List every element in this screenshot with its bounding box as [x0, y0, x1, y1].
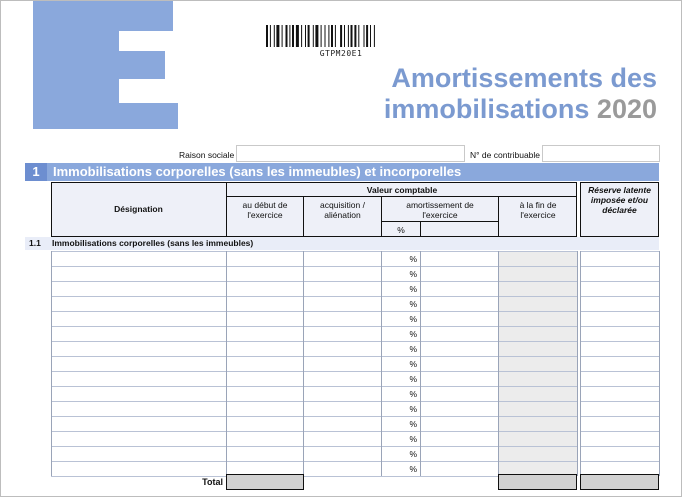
acquisition-cell[interactable] [303, 371, 381, 386]
amortissement-cell[interactable] [420, 386, 498, 401]
percent-sign: % [409, 389, 417, 399]
debut-header: au début de l'exercice [242, 200, 288, 220]
reserve-cell[interactable] [580, 401, 659, 416]
reserve-cell[interactable] [580, 386, 659, 401]
percent-sign: % [409, 344, 417, 354]
percent-sign: % [409, 314, 417, 324]
amortissement-header: amortissement de l'exercice [406, 200, 474, 220]
percent-sign: % [409, 419, 417, 429]
amortissement-cell[interactable] [420, 326, 498, 341]
designation-cell[interactable] [51, 251, 226, 266]
debut-cell[interactable] [226, 311, 303, 326]
designation-cell[interactable] [51, 281, 226, 296]
reserve-cell[interactable] [580, 296, 659, 311]
section-1-number: 1 [25, 163, 47, 181]
column-line [659, 251, 660, 476]
reserve-cell[interactable] [580, 311, 659, 326]
percent-sign: % [409, 464, 417, 474]
section-1-title: Immobilisations corporelles (sans les immeubles) et incorporelles [53, 164, 462, 179]
designation-cell[interactable] [51, 311, 226, 326]
barcode-text: GTPM20E1 [319, 49, 363, 58]
acquisition-cell[interactable] [303, 431, 381, 446]
designation-cell[interactable] [51, 416, 226, 431]
debut-cell[interactable] [226, 401, 303, 416]
acquisition-cell[interactable] [303, 356, 381, 371]
acquisition-cell[interactable] [303, 281, 381, 296]
raison-sociale-label: Raison sociale [179, 150, 235, 160]
debut-cell[interactable] [226, 266, 303, 281]
acquisition-cell[interactable] [303, 386, 381, 401]
amortissement-cell[interactable] [420, 251, 498, 266]
reserve-cell[interactable] [580, 251, 659, 266]
debut-cell[interactable] [226, 326, 303, 341]
percent-sign: % [409, 449, 417, 459]
percent-sign: % [409, 434, 417, 444]
designation-cell[interactable] [51, 341, 226, 356]
designation-cell[interactable] [51, 401, 226, 416]
total-label: Total [202, 477, 223, 487]
reserve-cell[interactable] [580, 326, 659, 341]
percent-sign: % [409, 374, 417, 384]
percent-header: % [397, 225, 405, 235]
percent-sign: % [409, 254, 417, 264]
reserve-cell[interactable] [580, 341, 659, 356]
reserve-cell[interactable] [580, 446, 659, 461]
debut-cell[interactable] [226, 296, 303, 311]
amortissement-cell[interactable] [420, 296, 498, 311]
debut-cell[interactable] [226, 431, 303, 446]
designation-cell[interactable] [51, 326, 226, 341]
amortissement-cell[interactable] [420, 311, 498, 326]
designation-cell[interactable] [51, 296, 226, 311]
acquisition-cell[interactable] [303, 311, 381, 326]
designation-header: Désignation [114, 204, 163, 214]
title-line-1: Amortissements des [391, 63, 657, 93]
valeur-comptable-header: Valeur comptable [366, 185, 438, 195]
reserve-cell[interactable] [580, 371, 659, 386]
amortissement-cell[interactable] [420, 401, 498, 416]
amortissement-cell[interactable] [420, 371, 498, 386]
designation-cell[interactable] [51, 461, 226, 476]
percent-sign: % [409, 269, 417, 279]
designation-cell[interactable] [51, 356, 226, 371]
acquisition-cell[interactable] [303, 341, 381, 356]
fin-header: à la fin de l'exercice [519, 200, 557, 220]
contribuable-label: N° de contribuable [470, 150, 541, 160]
acquisition-cell[interactable] [303, 266, 381, 281]
designation-cell[interactable] [51, 371, 226, 386]
acquisition-cell[interactable] [303, 326, 381, 341]
debut-cell[interactable] [226, 386, 303, 401]
amortissement-cell[interactable] [420, 281, 498, 296]
acquisition-cell[interactable] [303, 416, 381, 431]
debut-cell[interactable] [226, 341, 303, 356]
acquisition-cell[interactable] [303, 446, 381, 461]
acquisition-header: acquisition / aliénation [320, 200, 365, 220]
reserve-cell[interactable] [580, 416, 659, 431]
debut-cell[interactable] [226, 251, 303, 266]
amortissement-cell[interactable] [420, 431, 498, 446]
total-fin-field[interactable] [498, 474, 577, 490]
acquisition-cell[interactable] [303, 401, 381, 416]
table-body [1, 1, 681, 496]
acquisition-cell[interactable] [303, 251, 381, 266]
debut-cell[interactable] [226, 416, 303, 431]
subsection-title: Immobilisations corporelles (sans les immeubles) [52, 238, 254, 248]
percent-sign: % [409, 404, 417, 414]
form-year: 2020 [596, 94, 657, 124]
percent-sign: % [409, 284, 417, 294]
reserve-cell[interactable] [580, 281, 659, 296]
percent-sign: % [409, 299, 417, 309]
reserve-cell[interactable] [580, 356, 659, 371]
amortissement-cell[interactable] [420, 416, 498, 431]
debut-cell[interactable] [226, 356, 303, 371]
percent-sign: % [409, 329, 417, 339]
debut-cell[interactable] [226, 446, 303, 461]
total-reserve-field[interactable] [580, 474, 659, 490]
reserve-latente-header: Réserve latente imposée et/ou déclarée [588, 185, 651, 215]
debut-cell[interactable] [226, 371, 303, 386]
reserve-cell[interactable] [580, 431, 659, 446]
title-line-2: immobilisations 2020 [383, 94, 657, 124]
reserve-cell[interactable] [580, 266, 659, 281]
amortissement-cell[interactable] [420, 266, 498, 281]
subsection-number: 1.1 [29, 238, 41, 248]
amortissement-cell[interactable] [420, 341, 498, 356]
amortissement-cell[interactable] [420, 356, 498, 371]
total-debut-field[interactable] [226, 474, 304, 490]
amortissement-cell[interactable] [420, 461, 498, 476]
percent-sign: % [409, 359, 417, 369]
designation-cell[interactable] [51, 266, 226, 281]
acquisition-cell[interactable] [303, 296, 381, 311]
designation-cell[interactable] [51, 431, 226, 446]
designation-cell[interactable] [51, 386, 226, 401]
amortissement-cell[interactable] [420, 446, 498, 461]
acquisition-cell[interactable] [303, 461, 381, 476]
debut-cell[interactable] [226, 281, 303, 296]
designation-cell[interactable] [51, 446, 226, 461]
